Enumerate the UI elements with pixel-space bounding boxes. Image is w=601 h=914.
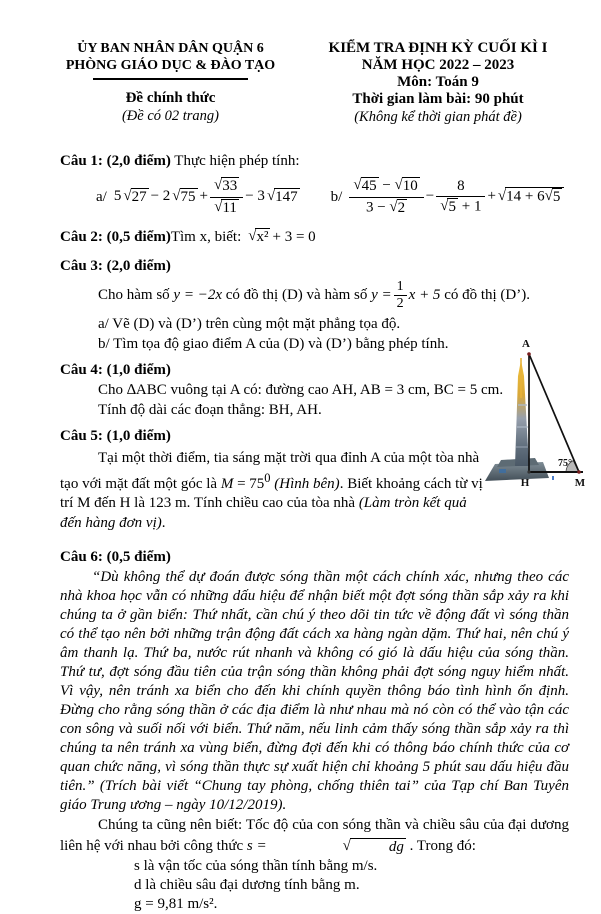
figure-angle-label: 75°	[558, 458, 572, 469]
q6-text-2: . Trong đó:	[405, 838, 476, 855]
sqrt-10: √10	[394, 177, 418, 195]
sqrt-5-inner: √5	[544, 188, 561, 206]
radical-sign: √	[389, 198, 398, 215]
sqrt-2: √2	[389, 198, 406, 216]
sqrt-x2: √x²	[248, 227, 269, 245]
building-base-window	[499, 469, 506, 473]
question-1-heading	[60, 150, 569, 172]
question-4-line2: Tính độ dài các đoạn thẳng: BH, AH.	[98, 402, 322, 419]
formula-1a-op1: − 2	[150, 188, 171, 205]
radical-sign: √	[172, 187, 181, 204]
radical-sign: √	[440, 198, 449, 214]
figure-label-M: M	[574, 477, 586, 489]
q5-angle-value: = 75	[233, 475, 265, 492]
building-tower	[515, 360, 529, 466]
figure-label-A: A	[522, 338, 530, 350]
exam-type-label: Đề chính thức	[125, 90, 216, 106]
q3-text-1: Cho hàm số	[98, 287, 174, 303]
question-1-prompt: Thực hiện phép tính:	[170, 153, 300, 169]
org-name-line2: PHÒNG GIÁO DỤC & ĐÀO TẠO	[65, 58, 276, 73]
q5-text-1: Tại một thời điểm, tia sáng mặt trời qua đỉnh A của một tòa nhà tạo với mặt đất một góc là	[60, 450, 480, 492]
exam-title-line2: NĂM HỌC 2022 – 2023	[361, 57, 515, 73]
question-2-prompt: Tìm x, biết:	[170, 229, 242, 245]
radical-sign: √	[214, 198, 223, 215]
question-5-statement	[60, 449, 486, 533]
formula-1b-wrap	[331, 177, 566, 217]
triangle-side-AM	[529, 354, 579, 472]
formula-1b-label: b/	[330, 188, 343, 205]
q3-math-1: y = −2x	[173, 287, 222, 303]
fraction-33-11	[210, 177, 243, 217]
sqrt-147: √147	[266, 187, 298, 205]
formula-1b-op1: −	[425, 188, 435, 205]
question-1-title: Câu 1: (2,0 điểm)	[60, 153, 171, 169]
header-left-block	[48, 40, 293, 126]
document-body	[0, 150, 601, 914]
vertex-dot-H	[527, 470, 530, 473]
header-divider-line	[93, 78, 248, 80]
numerator-op: −	[382, 177, 391, 194]
q5-degree-sup: 0	[264, 470, 271, 485]
building-band-2	[517, 426, 528, 428]
radical-sign: √	[213, 177, 223, 194]
question-6-title: Câu 6: (0,5 điểm)	[60, 549, 171, 566]
denominator-text: 3 −	[365, 199, 386, 216]
exam-duration: Thời gian làm bài: 90 phút	[352, 91, 524, 107]
question-4-title: Câu 4: (1,0 điểm)	[60, 362, 171, 379]
question-2-line	[60, 224, 569, 250]
q5-text-2: . Biết khoảng cách từ vị trí M đến H là 123 m. Tính chiều cao của tòa nhà	[60, 475, 483, 512]
radical-sign: √	[544, 188, 553, 205]
radical-sign: √	[497, 187, 507, 204]
radical-sign: √	[353, 177, 362, 194]
exam-title-line1: KIỂM TRA ĐỊNH KỲ CUỐI KÌ I	[328, 40, 548, 56]
org-name-line1: ỦY BAN NHÂN DÂN QUẬN 6	[77, 41, 264, 56]
q5-figure-hint: (Hình bên)	[270, 475, 340, 492]
radical-sign: √	[123, 187, 132, 204]
fraction-45-10	[349, 177, 423, 217]
sqrt-dg: √ dg	[267, 838, 406, 856]
q6-speed-var: s =	[246, 838, 267, 855]
q3-math-2: y =	[371, 287, 392, 303]
question-3b: b/ Tìm tọa độ giao điểm A của (D) và (D’) bằng phép tính.	[98, 336, 449, 353]
question-2-title: Câu 2: (0,5 điểm)	[60, 229, 171, 245]
header-right-block	[293, 40, 583, 126]
sqrt-11: √11	[214, 198, 237, 216]
building-band-3	[516, 446, 529, 448]
formula-2-tail: + 3 = 0	[272, 229, 316, 245]
radical-sign: √	[342, 837, 351, 854]
formula-1b	[348, 177, 565, 217]
question-5-figure	[479, 334, 601, 494]
radical-sign: √	[248, 227, 257, 244]
question-5-title: Câu 5: (1,0 điểm)	[60, 428, 171, 445]
question-6-quote: “Dù không thể dự đoán được sóng thần một cách chính xác, nhưng theo các nhà khoa học vẫn có những dấu hiệu để nhận biết một đợt sóng thần sắp xảy ra khi chúng ta ở gần biển: Thứ nhất, cần chú ý theo dõi tin tức về động đất vì sóng thần có thể tạo nên bởi những trận động đất cách xa hàng ngàn dặm. Thứ hai, nên chú ý âm thanh lạ. Thứ ba, nước rút nhanh và không có gió là dấu hiệu của sóng thần. Thứ tư, đợt sóng đầu tiên của trận sóng thần không phải đợt sóng nguy hiểm nhất. Vì vậy, nên tránh xa biển cho đến khi chính quyền thông báo tình hình ổn định. Đừng cho rằng sóng thần ở các địa điểm là như nhau mà nó còn có thể vào tận các con sông và suối nối với biển. Thứ năm, nếu linh cảm thấy sóng thần sắp xảy ra thì chúng ta nên tránh xa vùng biển, đừng đợi đến khi có thông báo chính thức của cơ quan chức năng, vì sóng thần thực sự xuất hiện chỉ khoảng 5 phút sau dấu hiệu đầu tiên.” (Trích bài viết “Chung tay phòng, chống thiên tai” của Tạp chí Ban Tuyên giáo Trung ương – ngày 10/12/2019).	[60, 569, 569, 814]
question-1-formulas	[96, 174, 569, 220]
pages-note: (Đề có 02 trang)	[121, 108, 220, 124]
ground-mark	[552, 476, 554, 480]
formula-1a	[113, 177, 301, 217]
radical-sign: √	[394, 177, 403, 194]
vertex-dot-M	[577, 470, 581, 474]
q3-text-2: có đồ thị (D) và hàm số	[221, 287, 372, 303]
q6-item-s: s là vận tốc của sóng thần tính bằng m/s.	[134, 858, 378, 875]
fraction-1-2: $\frac{1}{2}$	[394, 279, 407, 312]
question-4-line1: Cho ∆ABC vuông tại A có: đường cao AH, AB = 3 cm, BC = 5 cm.	[98, 382, 504, 399]
q5-angle-var: M	[220, 475, 234, 492]
question-3-title: Câu 3: (2,0 điểm)	[60, 258, 171, 274]
q3-text-3: có đồ thị (D’).	[440, 287, 530, 303]
q5-rounding-note: (Làm tròn kết quả đến hàng đơn vị)	[60, 495, 467, 531]
exam-duration-note: (Không kể thời gian phát đề)	[354, 109, 522, 125]
formula-1a-label: a/	[96, 188, 107, 205]
exam-subject: Môn: Toán 9	[397, 74, 479, 90]
formula-1a-op2: +	[199, 188, 208, 205]
sqrt-33: √33	[213, 177, 238, 195]
formula-2	[247, 224, 316, 250]
formula-1b-op2: +	[487, 188, 496, 205]
q6-item-d: d là chiều sâu đại dương tính bằng m.	[134, 877, 360, 894]
radical-sign: √	[266, 187, 276, 204]
sqrt-5: √5	[440, 198, 456, 215]
formula-1a-coef: 5	[113, 188, 122, 205]
sqrt-75: √75	[172, 187, 196, 205]
figure-label-H: H	[520, 477, 530, 489]
sqrt-nested	[498, 187, 564, 206]
q5-text-3: .	[161, 514, 166, 531]
vertex-dot-A	[527, 352, 531, 356]
nested-radicand-text: 14 + 6	[506, 188, 545, 205]
fraction-8: $\frac{8}{√5 + 1}$	[436, 178, 485, 217]
document-header	[0, 0, 601, 126]
building-band-1	[518, 404, 527, 406]
q6-text-1: Chúng ta cũng nên biết: Tốc độ của con sóng thần và chiều sâu của đại dương liên hệ với nhau bởi công thức	[60, 817, 569, 855]
q6-item-g: g = 9,81 m/s².	[134, 896, 218, 913]
sqrt-45: √45	[353, 177, 377, 195]
denominator-tail: + 1	[461, 198, 482, 215]
formula-1a-op3: − 3	[245, 188, 265, 205]
question-3a: a/ Vẽ (D) và (D’) trên cùng một mặt phẳng tọa độ.	[98, 316, 401, 333]
sqrt-27: √27	[123, 187, 147, 205]
question-6-paragraph2	[60, 815, 569, 857]
question-3-statement	[98, 278, 569, 312]
q3-math-3: x + 5	[408, 287, 441, 303]
